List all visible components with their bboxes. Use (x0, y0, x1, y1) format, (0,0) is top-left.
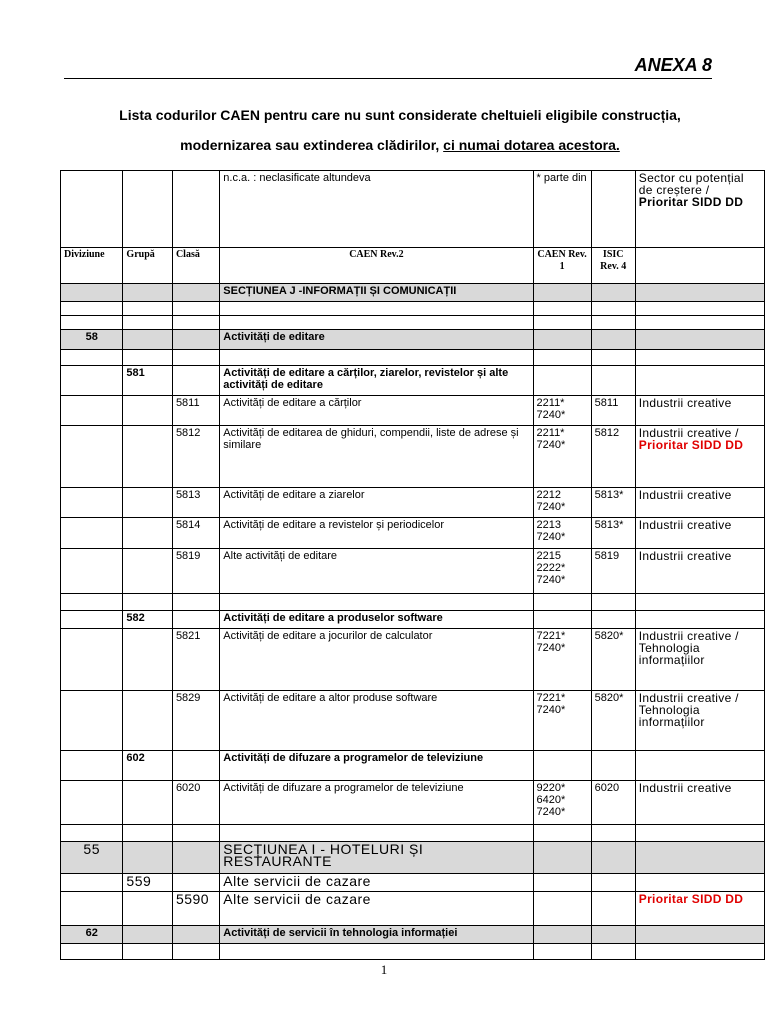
division-code: 62 (61, 926, 123, 944)
table-row (61, 366, 765, 396)
table-row (61, 284, 765, 302)
sector-cell: Industrii creative (635, 488, 764, 518)
class-name: Activități de editare a altor produse software (220, 691, 533, 751)
caen-rev1-code: 2211* 7240* (533, 426, 591, 488)
table-intro-row (61, 171, 765, 248)
class-code: 5811 (172, 396, 219, 426)
caen-rev1-code: 2215 2222* 7240* (533, 549, 591, 594)
table-row (61, 396, 765, 426)
table-row (61, 781, 765, 825)
table-row (61, 629, 765, 691)
col-header-diviziune: Diviziune (61, 248, 123, 284)
spacer-row (61, 350, 765, 366)
sector-text: Industrii creative / (638, 426, 739, 440)
isic-code: 5819 (591, 549, 635, 594)
group-code: 602 (123, 751, 173, 781)
class-name: Alte servicii de cazare (220, 892, 533, 926)
isic-code: 5812 (591, 426, 635, 488)
sector-cell: Industrii creative (635, 396, 764, 426)
group-code: 582 (123, 611, 173, 629)
division-code: 58 (61, 330, 123, 350)
col-header-grupa: Grupă (123, 248, 173, 284)
page-number: 1 (380, 962, 388, 977)
sector-cell: Industrii creative / Tehnologia informațiilor (635, 691, 764, 751)
title-line-1: Lista codurilor CAEN pentru care nu sunt considerate cheltuieli eligibile construcția, (119, 107, 681, 123)
caen-rev1-code: 2211* 7240* (533, 396, 591, 426)
table-row (61, 892, 765, 926)
sector-header-label: Sector cu potențial de creștere / (638, 171, 744, 197)
isic-code: 5820* (591, 691, 635, 751)
sector-header-priority: Prioritar SIDD DD (638, 195, 744, 209)
column-header-row (61, 248, 765, 284)
class-code: 5814 (172, 518, 219, 549)
class-name: Alte activități de editare (220, 549, 533, 594)
caen-rev1-code: 2213 7240* (533, 518, 591, 549)
class-name: Activități de difuzare a programelor de televiziune (220, 781, 533, 825)
spacer-row (61, 944, 765, 960)
title-line-2-text: modernizarea sau extinderea clădirilor, (180, 137, 444, 153)
table-row (61, 330, 765, 350)
annex-label: ANEXA 8 (634, 55, 712, 75)
sector-cell: Industrii creative (635, 518, 764, 549)
class-name: Activități de editare a cărților (220, 396, 533, 426)
spacer-row (61, 316, 765, 330)
table-row (61, 926, 765, 944)
caen-rev1-code: 7221* 7240* (533, 629, 591, 691)
col-header-caen-rev1: CAEN Rev. 1 (533, 248, 591, 284)
col-header-isic-rev4: ISIC Rev. 4 (591, 248, 635, 284)
isic-code: 5820* (591, 629, 635, 691)
table-row (61, 426, 765, 488)
isic-code: 6020 (591, 781, 635, 825)
sector-header (635, 171, 764, 248)
class-code: 6020 (172, 781, 219, 825)
sector-cell: Industrii creative / Tehnologia informațiilor (635, 629, 764, 691)
caen-table (60, 170, 765, 960)
class-code: 5829 (172, 691, 219, 751)
group-code: 581 (123, 366, 173, 396)
division-name: Activități de editare (220, 330, 533, 350)
sector-cell (635, 426, 764, 488)
table-row (61, 549, 765, 594)
class-code: 5812 (172, 426, 219, 488)
caen-rev1-code: 7221* 7240* (533, 691, 591, 751)
table-row (61, 751, 765, 781)
class-code: 5819 (172, 549, 219, 594)
class-name: Activități de editare a jocurilor de calculator (220, 629, 533, 691)
sector-cell: Industrii creative (635, 549, 764, 594)
sector-cell: Industrii creative (635, 781, 764, 825)
spacer-row (61, 825, 765, 842)
group-name: Activități de difuzare a programelor de televiziune (220, 751, 533, 781)
section-j-title: SECȚIUNEA J -INFORMAȚII ȘI COMUNICAȚII (220, 284, 533, 302)
table-row (61, 874, 765, 892)
class-code: 5821 (172, 629, 219, 691)
isic-code: 5813* (591, 488, 635, 518)
class-name: Activități de editare a ziarelor (220, 488, 533, 518)
caen-rev1-code: 2212 7240* (533, 488, 591, 518)
division-code: 55 (61, 842, 123, 874)
priority-label: Prioritar SIDD DD (638, 892, 744, 906)
col-header-clasa: Clasă (172, 248, 219, 284)
section-i-title: SECȚIUNEA I - HOTELURI ȘI RESTAURANTE (220, 842, 533, 874)
table-row (61, 691, 765, 751)
class-name: Activități de editarea de ghiduri, compendii, liste de adrese și similare (220, 426, 533, 488)
class-name: Activități de editare a revistelor și periodicelor (220, 518, 533, 549)
spacer-row (61, 594, 765, 611)
group-name: Activități de editare a cărților, ziarelor, revistelor și alte activități de editare (220, 366, 533, 396)
table-row (61, 611, 765, 629)
isic-code: 5811 (591, 396, 635, 426)
class-code: 5590 (172, 892, 219, 926)
title-underlined-text: ci numai dotarea acestora. (443, 137, 620, 153)
group-code: 559 (123, 874, 173, 892)
table-row (61, 518, 765, 549)
caen-rev1-code: 9220* 6420* 7240* (533, 781, 591, 825)
isic-code: 5813* (591, 518, 635, 549)
title-line-2 (60, 130, 740, 160)
division-name: Activități de servicii în tehnologia informației (220, 926, 533, 944)
priority-label: Prioritar SIDD DD (638, 438, 744, 452)
table-row (61, 488, 765, 518)
document-title (60, 100, 740, 160)
nca-note: n.c.a. : neclasificate altundeva (220, 171, 533, 248)
group-name: Activități de editare a produselor software (220, 611, 533, 629)
group-name: Alte servicii de cazare (220, 874, 533, 892)
sector-cell (635, 892, 764, 926)
parte-din-note: * parte din (533, 171, 591, 248)
class-code: 5813 (172, 488, 219, 518)
header-rule (64, 78, 712, 79)
col-header-caen-rev2: CAEN Rev.2 (220, 248, 533, 284)
table-row (61, 842, 765, 874)
spacer-row (61, 302, 765, 316)
